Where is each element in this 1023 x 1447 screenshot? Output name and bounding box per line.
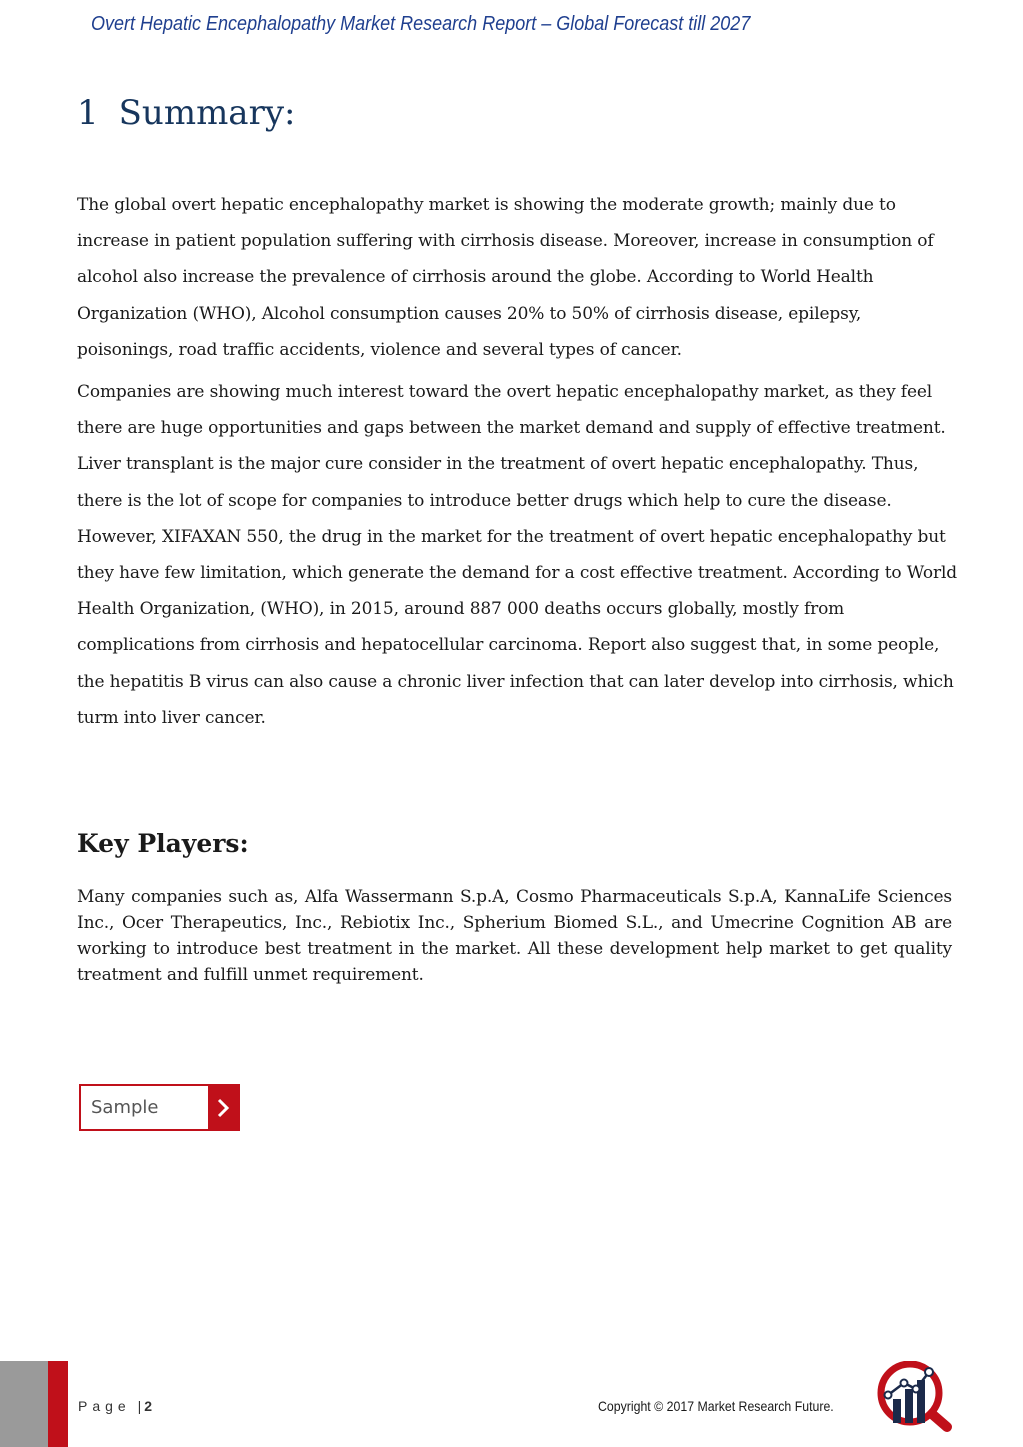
chevron-right-icon	[208, 1086, 238, 1129]
key-players-paragraph: Many companies such as, Alfa Wassermann S.p.A, Cosmo Pharmaceuticals S.p.A, KannaLife Sciences Inc., Ocer Therapeutics, Inc., Rebiotix Inc., Spherium Biomed S.L., and Umecrine Cognition AB are working to introduce best treatment in the market. All these development help market to get quality treatment and fulfill unmet requirement.	[77, 887, 952, 985]
sample-button[interactable]	[79, 1084, 240, 1131]
summary-heading	[77, 93, 296, 133]
sample-button-label: Sample	[91, 1097, 159, 1118]
section-number: 1	[77, 93, 99, 133]
page-separator: |	[137, 1398, 142, 1414]
summary-paragraph-1: The global overt hepatic encephalopathy market is showing the moderate growth; mainly due to increase in patient population suffering with cirrhosis disease. Moreover, increase in consumption of alcohol also increase the prevalence of cirrhosis around the globe. According to World Health Organization (WHO), Alcohol consumption causes 20% to 50% of cirrhosis disease, epilepsy, poisonings, road traffic accidents, violence and several types of cancer.	[77, 195, 934, 360]
page-indicator	[78, 1398, 152, 1414]
magnifier-bar-chart-logo-icon	[874, 1361, 954, 1433]
copyright-text: Copyright © 2017 Market Research Future.	[598, 1398, 834, 1414]
page-number: 2	[144, 1398, 153, 1414]
key-players-heading: Key Players:	[77, 829, 249, 858]
page-word: Page	[78, 1398, 131, 1414]
report-header-title: Overt Hepatic Encephalopathy Market Research Report – Global Forecast till 2027	[91, 13, 751, 35]
footer-gray-bar	[0, 1361, 48, 1447]
section-title: Summary:	[118, 93, 296, 133]
footer-red-bar	[48, 1361, 68, 1447]
summary-paragraph-2: Companies are showing much interest toward the overt hepatic encephalopathy market, as they feel there are huge opportunities and gaps between the market demand and supply of effective treatment. Liver transplant is the major cure consider in the treatment of overt hepatic encephalopathy. Thus, there is the lot of scope for companies to introduce better drugs which help to cure the disease. However, XIFAXAN 550, the drug in the market for the treatment of overt hepatic encephalopathy but they have few limitation, which generate the demand for a cost effective treatment. According to World Health Organization, (WHO), in 2015, around 887 000 deaths occurs globally, mostly from complications from cirrhosis and hepatocellular carcinoma. Report also suggest that, in some people, the hepatitis B virus can also cause a chronic liver infection that can later develop into cirrhosis, which turm into liver cancer.	[77, 382, 957, 728]
